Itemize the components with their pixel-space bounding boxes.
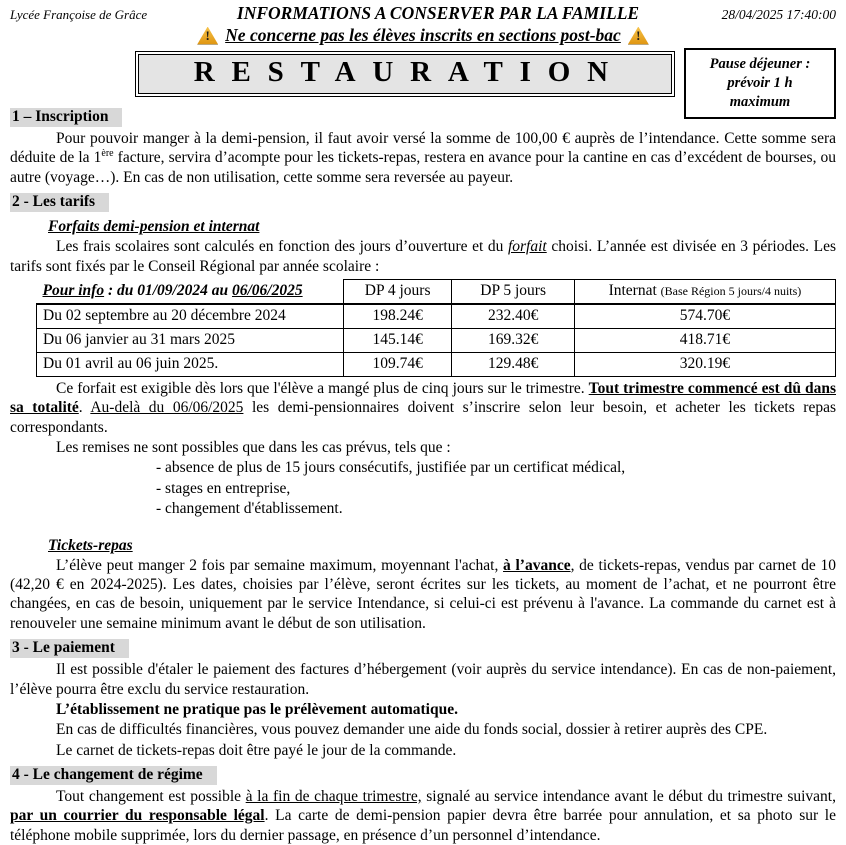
list-item: - stages en entreprise,: [156, 479, 291, 497]
table-row: [37, 328, 836, 352]
remises-intro: Les remises ne sont possibles que dans les cas prévus, tels que :: [56, 439, 451, 456]
restauration-banner: [135, 51, 675, 97]
dp5-price-cell: 169.32€: [452, 328, 574, 352]
subheading-tickets-repas: Tickets-repas: [48, 536, 133, 554]
payment-on-order-line: Le carnet de tickets-repas doit être payé le jour de la commande.: [56, 741, 457, 759]
list-item: - changement d'établissement.: [156, 500, 343, 518]
section-heading-tarifs: 2 - Les tarifs: [10, 193, 109, 212]
superscript-ere: ère: [101, 148, 114, 160]
dp5-price-cell: 232.40€: [452, 304, 574, 329]
print-datetime: 28/04/2025 17:40:00: [721, 7, 836, 22]
internat-price-cell: 574.70€: [574, 304, 835, 329]
lunch-break-note: [684, 48, 836, 119]
dp4-price-cell: 109.74€: [343, 352, 452, 376]
period-cell: Du 02 septembre au 20 décembre 2024: [37, 304, 344, 329]
changement-regime-paragraph: Tout changement est possible à la fin de chaque trimestre, signalé au service intendance avant le début du trimestre suivant, par un courrier du responsable légal. La carte de demi-pension papier devra être barrée pour annulation, et sa photo sur le téléphone mobile supprimée, lors du dernier passage, en présence d’un personnel d’intendance.: [10, 788, 836, 844]
tariff-table: [36, 279, 836, 377]
section-heading-paiement: 3 - Le paiement: [10, 639, 129, 658]
column-header-dp5: DP 5 jours: [452, 279, 574, 304]
column-header-dp4: DP 4 jours: [343, 279, 452, 304]
no-direct-debit-line: L’établissement ne pratique pas le prélèvement automatique.: [56, 700, 458, 718]
remises-list: [156, 458, 836, 519]
restauration-title: RESTAURATION: [138, 54, 672, 94]
paiement-paragraph: Il est possible d'étaler le paiement des factures d’hébergement (voir auprès du service intendance). En cas de non-paiement, l’élève pourra être exclu du service restauration.: [10, 661, 836, 698]
fonds-social-line: En cas de difficultés financières, vous pouvez demander une aide du fonds social, dossier à retirer auprès des CPE.: [56, 721, 768, 739]
warning-triangle-icon: [197, 27, 218, 45]
warning-banner: [10, 25, 836, 46]
document-title: INFORMATIONS A CONSERVER PAR LA FAMILLE: [236, 3, 640, 23]
tickets-repas-paragraph: L’élève peut manger 2 fois par semaine maximum, moyennant l'achat, à l’avance, de tickets-repas, vendus par carnet de 10 (42,20 € en 2024-2025). Les dates, choisies par l’élève, seront écrites sur les tickets, au moment de l’achat, et ne pourront être changées, en cas de besoin, uniquement par le service Intendance, si celui-ci est prévenu à l'avance. La commande du carnet est à renouveler une semaine minimum avant le début de son utilisation.: [10, 556, 836, 632]
list-item: - absence de plus de 15 jours consécutifs, justifiée par un certificat médical,: [156, 459, 626, 477]
tarifs-paragraph: Les frais scolaires sont calculés en fonction des jours d’ouverture et du forfait choisi. L’année est divisée en 3 périodes. Les tarifs sont fixés par le Conseil Régional par année scolaire :: [10, 238, 836, 275]
document-header: [10, 3, 836, 24]
tariff-info-cell: Pour info : du 01/09/2024 au 06/06/2025: [37, 279, 344, 304]
section-heading-inscription: 1 – Inscription: [10, 108, 122, 127]
school-name: Lycée Françoise de Grâce: [10, 7, 148, 22]
table-row: [37, 352, 836, 376]
dp5-price-cell: 129.48€: [452, 352, 574, 376]
table-row: [37, 304, 836, 329]
lunch-break-line: prévoir 1 h: [727, 74, 793, 91]
forfait-exigible-paragraph: Ce forfait est exigible dès lors que l'élève a mangé plus de cinq jours sur le trimestre. Tout trimestre commencé est dû dans sa totalité. Au-delà du 06/06/2025 les demi-pensionnaires doivent s’inscrire selon leur besoin, et acheter les tickets repas correspondants.: [10, 379, 836, 436]
tariff-table-header-row: [37, 279, 836, 304]
warning-text: Ne concerne pas les élèves inscrits en sections post-bac: [225, 25, 621, 45]
inscription-paragraph: Pour pouvoir manger à la demi-pension, il faut avoir versé la somme de 100,00 € auprès de l’intendance. Cette somme sera déduite de la 1ère facture, servira d’acompte pour les tickets-repas, restera en avance pour la cantine en cas d’excédent de bourses, ou autre (voyage…). En cas de non utilisation, cette somme sera reversée au payeur.: [10, 130, 836, 186]
subheading-forfaits: Forfaits demi-pension et internat: [48, 218, 260, 236]
dp4-price-cell: 198.24€: [343, 304, 452, 329]
dp4-price-cell: 145.14€: [343, 328, 452, 352]
period-cell: Du 06 janvier au 31 mars 2025: [37, 328, 344, 352]
internat-price-cell: 320.19€: [574, 352, 835, 376]
column-header-internat: Internat (Base Région 5 jours/4 nuits): [574, 279, 835, 304]
period-cell: Du 01 avril au 06 juin 2025.: [37, 352, 344, 376]
lunch-break-line: maximum: [729, 93, 791, 110]
warning-triangle-icon: [628, 27, 649, 45]
section-heading-changement-regime: 4 - Le changement de régime: [10, 766, 217, 785]
internat-price-cell: 418.71€: [574, 328, 835, 352]
title-banner-row: [135, 51, 836, 110]
lunch-break-line: Pause déjeuner :: [709, 56, 811, 72]
